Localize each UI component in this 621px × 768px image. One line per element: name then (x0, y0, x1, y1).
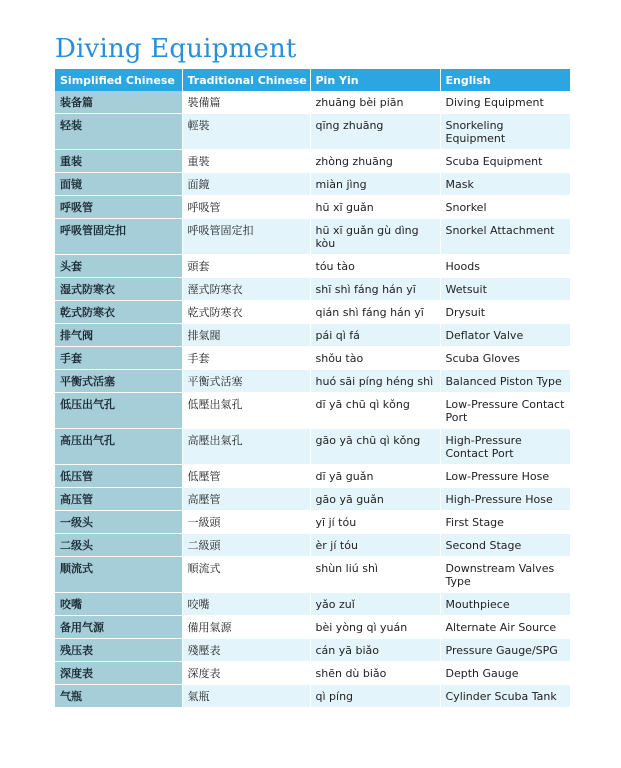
cell-simplified: 头套 (55, 255, 182, 278)
cell-simplified: 轻装 (55, 114, 182, 150)
page-title: Diving Equipment (55, 34, 297, 64)
cell-simplified: 重装 (55, 150, 182, 173)
cell-pinyin: shī shì fáng hán yī (310, 278, 440, 301)
cell-pinyin: zhuāng bèi piān (310, 91, 440, 114)
header-pinyin: Pin Yin (310, 69, 440, 91)
cell-english: First Stage (440, 511, 570, 534)
table-row (55, 557, 570, 593)
cell-pinyin: qīng zhuāng (310, 114, 440, 150)
table-row (55, 511, 570, 534)
cell-english: Snorkel Attachment (440, 219, 570, 255)
cell-traditional: 輕裝 (182, 114, 310, 150)
cell-pinyin: gāo yā chū qì kǒng (310, 429, 440, 465)
table-row (55, 347, 570, 370)
table-row (55, 301, 570, 324)
table-row (55, 114, 570, 150)
cell-traditional: 低壓管 (182, 465, 310, 488)
cell-english: Diving Equipment (440, 91, 570, 114)
cell-simplified: 低压管 (55, 465, 182, 488)
cell-simplified: 备用气源 (55, 616, 182, 639)
cell-english: Scuba Gloves (440, 347, 570, 370)
table-row (55, 429, 570, 465)
cell-english: Balanced Piston Type (440, 370, 570, 393)
cell-traditional: 低壓出氣孔 (182, 393, 310, 429)
cell-simplified: 平衡式活塞 (55, 370, 182, 393)
cell-english: High-Pressure Contact Port (440, 429, 570, 465)
cell-traditional: 順流式 (182, 557, 310, 593)
table-row (55, 465, 570, 488)
table-row (55, 685, 570, 708)
cell-pinyin: qián shì fáng hán yī (310, 301, 440, 324)
table-row (55, 393, 570, 429)
cell-pinyin: tóu tào (310, 255, 440, 278)
cell-simplified: 排气阀 (55, 324, 182, 347)
vocabulary-table (55, 69, 571, 708)
cell-pinyin: yǎo zuǐ (310, 593, 440, 616)
cell-traditional: 乾式防寒衣 (182, 301, 310, 324)
cell-pinyin: pái qì fá (310, 324, 440, 347)
table-row (55, 278, 570, 301)
cell-pinyin: shēn dù biǎo (310, 662, 440, 685)
table-row (55, 219, 570, 255)
cell-english: Snorkeling Equipment (440, 114, 570, 150)
table-row (55, 91, 570, 114)
table-row (55, 593, 570, 616)
cell-english: Mouthpiece (440, 593, 570, 616)
cell-pinyin: hū xī guǎn gù dìng kòu (310, 219, 440, 255)
cell-pinyin: zhòng zhuāng (310, 150, 440, 173)
header-simplified: Simplified Chinese (55, 69, 182, 91)
cell-english: Low-Pressure Hose (440, 465, 570, 488)
cell-simplified: 装备篇 (55, 91, 182, 114)
cell-english: Snorkel (440, 196, 570, 219)
cell-pinyin: gāo yā guǎn (310, 488, 440, 511)
cell-english: Deflator Valve (440, 324, 570, 347)
cell-simplified: 呼吸管固定扣 (55, 219, 182, 255)
table-row (55, 370, 570, 393)
cell-simplified: 面镜 (55, 173, 182, 196)
cell-pinyin: èr jí tóu (310, 534, 440, 557)
header-traditional: Traditional Chinese (182, 69, 310, 91)
cell-pinyin: shùn liú shì (310, 557, 440, 593)
cell-pinyin: cán yā biǎo (310, 639, 440, 662)
cell-english: Hoods (440, 255, 570, 278)
cell-simplified: 乾式防寒衣 (55, 301, 182, 324)
cell-traditional: 裝備篇 (182, 91, 310, 114)
cell-traditional: 呼吸管 (182, 196, 310, 219)
cell-simplified: 高压管 (55, 488, 182, 511)
cell-traditional: 溼式防寒衣 (182, 278, 310, 301)
cell-traditional: 面鏡 (182, 173, 310, 196)
cell-english: Alternate Air Source (440, 616, 570, 639)
cell-traditional: 高壓出氣孔 (182, 429, 310, 465)
cell-english: Mask (440, 173, 570, 196)
table-row (55, 534, 570, 557)
cell-traditional: 頭套 (182, 255, 310, 278)
cell-english: Pressure Gauge/SPG (440, 639, 570, 662)
cell-traditional: 氣瓶 (182, 685, 310, 708)
table-row (55, 324, 570, 347)
cell-pinyin: dī yā guǎn (310, 465, 440, 488)
cell-pinyin: yī jí tóu (310, 511, 440, 534)
cell-english: Cylinder Scuba Tank (440, 685, 570, 708)
cell-english: Low-Pressure Contact Port (440, 393, 570, 429)
cell-traditional: 呼吸管固定扣 (182, 219, 310, 255)
cell-simplified: 二级头 (55, 534, 182, 557)
table-row (55, 196, 570, 219)
cell-traditional: 手套 (182, 347, 310, 370)
cell-traditional: 一級頭 (182, 511, 310, 534)
cell-pinyin: dī yā chū qì kǒng (310, 393, 440, 429)
cell-traditional: 深度表 (182, 662, 310, 685)
cell-english: Depth Gauge (440, 662, 570, 685)
cell-traditional: 咬嘴 (182, 593, 310, 616)
cell-traditional: 備用氣源 (182, 616, 310, 639)
cell-simplified: 呼吸管 (55, 196, 182, 219)
cell-simplified: 手套 (55, 347, 182, 370)
cell-simplified: 残压表 (55, 639, 182, 662)
cell-english: Drysuit (440, 301, 570, 324)
cell-english: Second Stage (440, 534, 570, 557)
cell-traditional: 平衡式活塞 (182, 370, 310, 393)
cell-pinyin: hū xī guǎn (310, 196, 440, 219)
table-row (55, 150, 570, 173)
cell-pinyin: huó sāi píng héng shì (310, 370, 440, 393)
cell-simplified: 一级头 (55, 511, 182, 534)
cell-simplified: 湿式防寒衣 (55, 278, 182, 301)
header-row (55, 69, 570, 91)
table-row (55, 639, 570, 662)
cell-english: High-Pressure Hose (440, 488, 570, 511)
cell-english: Downstream Valves Type (440, 557, 570, 593)
cell-traditional: 殘壓表 (182, 639, 310, 662)
table-row (55, 255, 570, 278)
cell-traditional: 排氣閥 (182, 324, 310, 347)
cell-traditional: 高壓管 (182, 488, 310, 511)
cell-simplified: 顺流式 (55, 557, 182, 593)
cell-traditional: 重裝 (182, 150, 310, 173)
table-row (55, 488, 570, 511)
table-row (55, 662, 570, 685)
cell-simplified: 深度表 (55, 662, 182, 685)
table-row (55, 616, 570, 639)
cell-simplified: 高压出气孔 (55, 429, 182, 465)
cell-english: Scuba Equipment (440, 150, 570, 173)
cell-pinyin: miàn jìng (310, 173, 440, 196)
table-row (55, 173, 570, 196)
cell-english: Wetsuit (440, 278, 570, 301)
cell-simplified: 咬嘴 (55, 593, 182, 616)
cell-traditional: 二級頭 (182, 534, 310, 557)
cell-pinyin: qì píng (310, 685, 440, 708)
cell-pinyin: bèi yòng qì yuán (310, 616, 440, 639)
cell-pinyin: shǒu tào (310, 347, 440, 370)
cell-simplified: 气瓶 (55, 685, 182, 708)
cell-simplified: 低压出气孔 (55, 393, 182, 429)
header-english: English (440, 69, 570, 91)
